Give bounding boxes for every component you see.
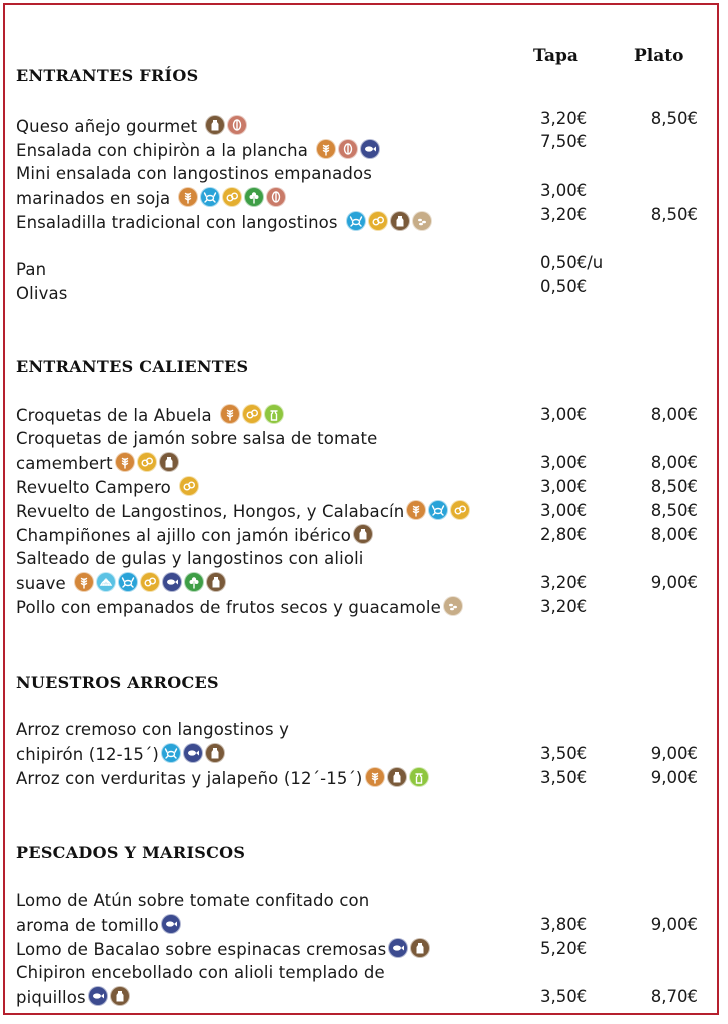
price-tapa: 3,20€ xyxy=(540,597,588,616)
item-name: Revuelto Campero xyxy=(16,478,171,497)
item-name: piquillos xyxy=(16,988,86,1007)
item-name: Ensalada con chipiròn a la plancha xyxy=(16,141,309,160)
menu-item-ensalada-chipiron xyxy=(16,139,380,162)
menu-item-queso-anejo xyxy=(16,115,247,138)
menu-item-salteado-line2 xyxy=(16,572,226,595)
price-tapa: 3,00€ xyxy=(540,501,588,520)
price-plato: 8,50€ xyxy=(650,501,698,520)
price-plato: 8,00€ xyxy=(650,525,698,544)
menu-item-champinones xyxy=(16,524,373,547)
fish-allergen-icon xyxy=(360,139,380,159)
menu-item-croquetas-jamon-line2 xyxy=(16,452,179,475)
menu-item-olivas: Olivas xyxy=(16,284,68,303)
menu-item-salteado-line1: Salteado de gulas y langostinos con alioli xyxy=(16,549,364,568)
price-plato: 9,00€ xyxy=(650,915,698,934)
menu-item-bacalao xyxy=(16,938,430,961)
tapa-column-header: Tapa xyxy=(533,46,578,66)
milk-allergen-icon xyxy=(205,743,225,763)
mollusc-allergen-icon xyxy=(96,572,116,592)
milk-allergen-icon xyxy=(390,211,410,231)
milk-allergen-icon xyxy=(205,115,225,135)
allergen-icons xyxy=(218,406,284,425)
allergen-icons xyxy=(72,574,226,593)
menu-item-chipiron-line1: Chipiron encebollado con alioli templado de xyxy=(16,963,385,982)
gluten-allergen-icon xyxy=(220,404,240,424)
price-tapa: 3,00€ xyxy=(540,477,588,496)
fish-allergen-icon xyxy=(88,986,108,1006)
crustacean-allergen-icon xyxy=(200,187,220,207)
price-plato: 8,70€ xyxy=(650,987,698,1006)
item-name: Revuelto de Langostinos, Hongos, y Calabacín xyxy=(16,502,405,521)
section-title-pescados-mariscos: PESCADOS Y MARISCOS xyxy=(16,843,246,862)
celery-allergen-icon xyxy=(184,572,204,592)
price-plato: 9,00€ xyxy=(650,744,698,763)
price-plato: 8,00€ xyxy=(650,405,698,424)
item-name: marinados en soja xyxy=(16,189,171,208)
price-tapa: 3,00€ xyxy=(540,453,588,472)
gluten-allergen-icon xyxy=(365,767,385,787)
egg-allergen-icon xyxy=(450,500,470,520)
item-name: Champiñones al ajillo con jamón ibérico xyxy=(16,526,351,545)
price-tapa: 3,20€ xyxy=(540,109,588,128)
menu-item-arroz-cremoso-line2 xyxy=(16,743,225,766)
sesame-allergen-icon xyxy=(412,211,432,231)
milk-allergen-icon xyxy=(206,572,226,592)
fish-allergen-icon xyxy=(388,938,408,958)
menu-item-chipiron-line2 xyxy=(16,986,130,1009)
price-tapa: 7,50€ xyxy=(540,132,588,151)
section-title-entrantes-calientes: ENTRANTES CALIENTES xyxy=(16,357,249,376)
allergen-icons xyxy=(159,916,181,935)
price-tapa: 3,00€ xyxy=(540,181,588,200)
menu-item-arroz-cremoso-line1: Arroz cremoso con langostinos y xyxy=(16,720,290,739)
price-tapa: 5,20€ xyxy=(540,939,588,958)
allergen-icons xyxy=(441,598,463,617)
nuts-allergen-icon xyxy=(338,139,358,159)
allergen-icons xyxy=(351,526,373,545)
menu-item-atun-line2 xyxy=(16,914,181,937)
section-title-nuestros-arroces: NUESTROS ARROCES xyxy=(16,673,219,692)
allergen-icons xyxy=(314,141,380,160)
menu-item-pan: Pan xyxy=(16,260,47,279)
egg-allergen-icon xyxy=(222,187,242,207)
milk-allergen-icon xyxy=(410,938,430,958)
egg-allergen-icon xyxy=(179,476,199,496)
item-name: Croquetas de la Abuela xyxy=(16,406,212,425)
item-name: camembert xyxy=(16,454,113,473)
allergen-icons xyxy=(159,745,225,764)
price-plato: 8,50€ xyxy=(650,205,698,224)
milk-allergen-icon xyxy=(387,767,407,787)
nuts-allergen-icon xyxy=(227,115,247,135)
nuts-allergen-icon xyxy=(266,187,286,207)
mustard-allergen-icon xyxy=(409,767,429,787)
crustacean-allergen-icon xyxy=(161,743,181,763)
menu-item-mini-ensalada-line1: Mini ensalada con langostinos empanados xyxy=(16,164,372,183)
price-tapa: 3,50€ xyxy=(540,768,588,787)
gluten-allergen-icon xyxy=(316,139,336,159)
section-title-entrantes-frios: ENTRANTES FRÍOS xyxy=(16,66,199,85)
allergen-icons xyxy=(177,478,199,497)
item-name: Arroz con verduritas y jalapeño (12´-15´) xyxy=(16,769,363,788)
gluten-allergen-icon xyxy=(178,187,198,207)
price-tapa: 2,80€ xyxy=(540,525,588,544)
item-name: suave xyxy=(16,574,66,593)
item-name: aroma de tomillo xyxy=(16,916,159,935)
item-name: Queso añejo gourmet xyxy=(16,117,198,136)
milk-allergen-icon xyxy=(159,452,179,472)
item-name: Ensaladilla tradicional con langostinos xyxy=(16,213,338,232)
gluten-allergen-icon xyxy=(115,452,135,472)
gluten-allergen-icon xyxy=(74,572,94,592)
sesame-allergen-icon xyxy=(443,596,463,616)
fish-allergen-icon xyxy=(162,572,182,592)
allergen-icons xyxy=(344,213,432,232)
allergen-icons xyxy=(363,769,429,788)
item-name: Pollo con empanados de frutos secos y guacamole xyxy=(16,598,441,617)
allergen-icons xyxy=(113,454,179,473)
price-tapa: 3,20€ xyxy=(540,205,588,224)
item-name: chipirón (12-15´) xyxy=(16,745,160,764)
allergen-icons xyxy=(386,940,430,959)
celery-allergen-icon xyxy=(244,187,264,207)
price-tapa: 3,80€ xyxy=(540,915,588,934)
allergen-icons xyxy=(404,502,470,521)
menu-item-arroz-verduritas xyxy=(16,767,429,790)
price-plato: 8,00€ xyxy=(650,453,698,472)
gluten-allergen-icon xyxy=(406,500,426,520)
price-plato: 8,50€ xyxy=(650,109,698,128)
fish-allergen-icon xyxy=(161,914,181,934)
menu-item-croquetas-abuela xyxy=(16,404,284,427)
menu-item-atun-line1: Lomo de Atún sobre tomate confitado con xyxy=(16,891,370,910)
price-plato: 9,00€ xyxy=(650,768,698,787)
egg-allergen-icon xyxy=(140,572,160,592)
price-tapa: 3,20€ xyxy=(540,573,588,592)
plato-column-header: Plato xyxy=(634,46,684,66)
milk-allergen-icon xyxy=(110,986,130,1006)
price-tapa: 3,50€ xyxy=(540,744,588,763)
item-name: Lomo de Bacalao sobre espinacas cremosas xyxy=(16,940,387,959)
menu-item-ensaladilla xyxy=(16,211,432,234)
egg-allergen-icon xyxy=(137,452,157,472)
price-tapa: 0,50€ xyxy=(540,277,588,296)
crustacean-allergen-icon xyxy=(428,500,448,520)
mustard-allergen-icon xyxy=(264,404,284,424)
egg-allergen-icon xyxy=(242,404,262,424)
allergen-icons xyxy=(203,117,247,136)
price-plato: 8,50€ xyxy=(650,477,698,496)
fish-allergen-icon xyxy=(183,743,203,763)
price-tapa: 0,50€/u xyxy=(540,253,604,272)
menu-item-revuelto-campero xyxy=(16,476,199,499)
menu-item-pollo xyxy=(16,596,463,619)
price-tapa: 3,00€ xyxy=(540,405,588,424)
milk-allergen-icon xyxy=(353,524,373,544)
menu-item-mini-ensalada-line2 xyxy=(16,187,286,210)
price-plato: 9,00€ xyxy=(650,573,698,592)
crustacean-allergen-icon xyxy=(346,211,366,231)
egg-allergen-icon xyxy=(368,211,388,231)
allergen-icons xyxy=(86,988,130,1007)
menu-item-croquetas-jamon-line1: Croquetas de jamón sobre salsa de tomate xyxy=(16,429,378,448)
allergen-icons xyxy=(176,189,286,208)
crustacean-allergen-icon xyxy=(118,572,138,592)
menu-item-revuelto-langostinos xyxy=(16,500,470,523)
price-tapa: 3,50€ xyxy=(540,987,588,1006)
